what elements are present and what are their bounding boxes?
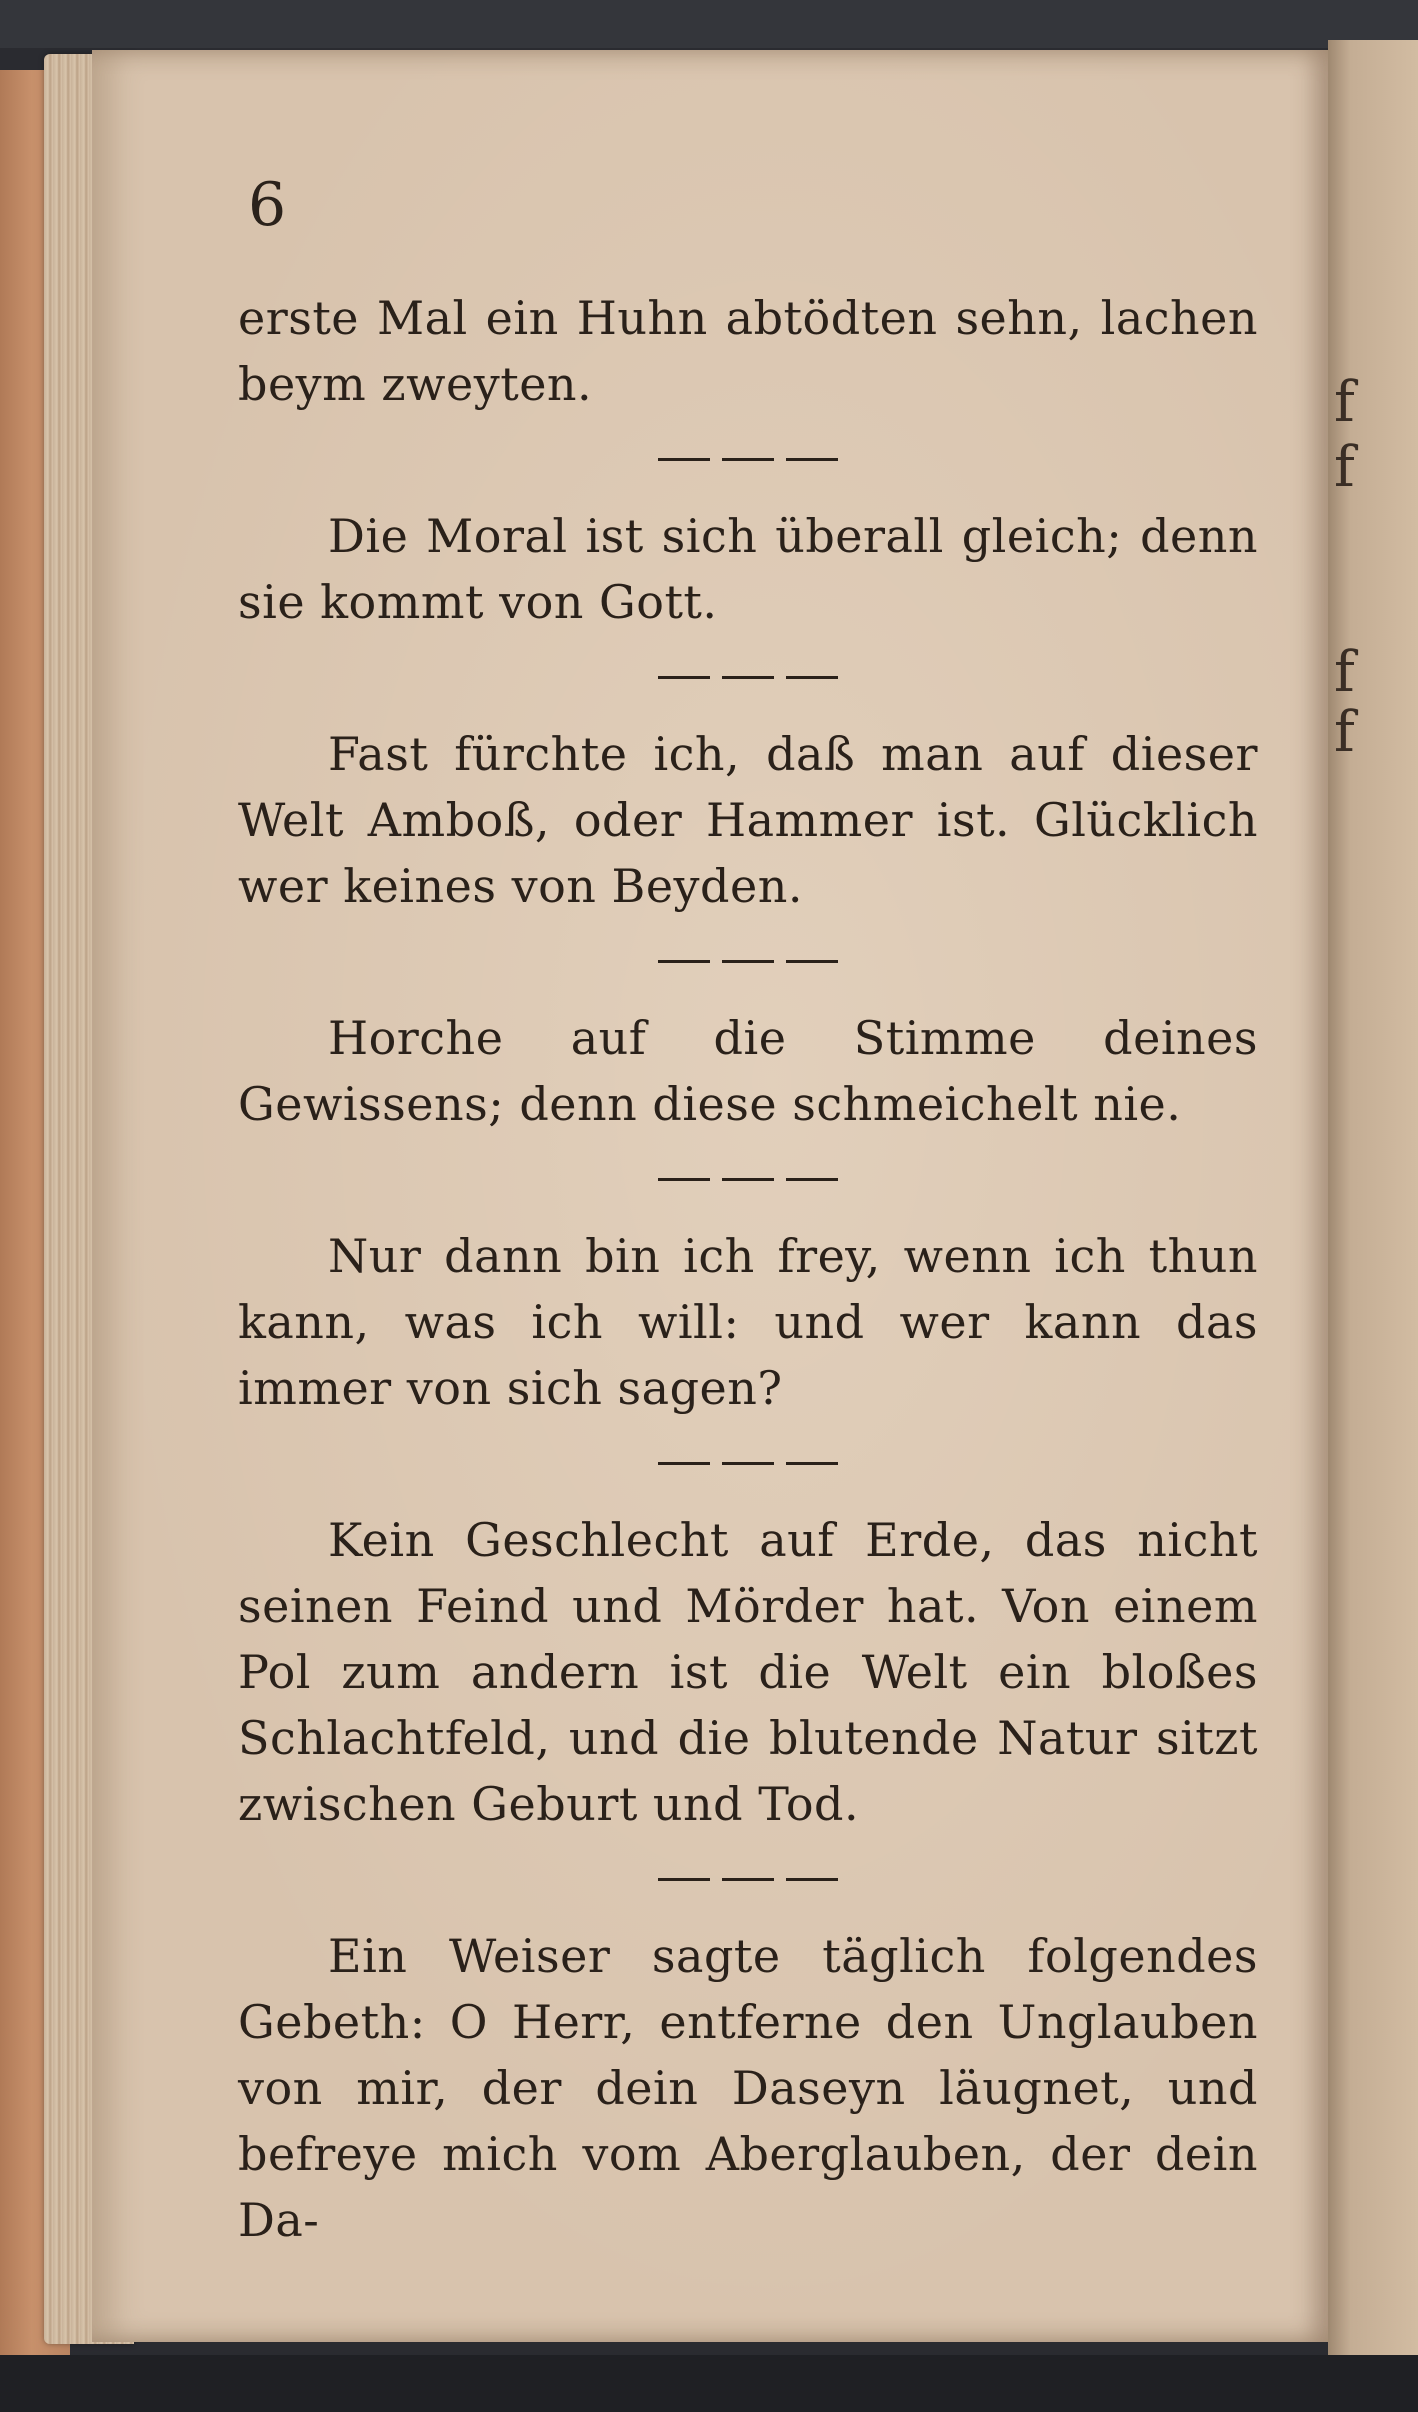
facing-page-edge (1328, 40, 1418, 2355)
paragraph: Nur dann bin ich frey, wenn ich thun kann, was ich will: und wer kann das immer von sich sagen? (238, 1229, 1258, 1415)
section-separator (658, 957, 838, 965)
paragraph: Fast fürchte ich, daß man auf dieser Welt Amboß, oder Hammer ist. Glücklich wer keines von Beyden. (238, 727, 1258, 913)
section-separator (658, 1875, 838, 1883)
facing-page-fragment: f (1334, 435, 1355, 500)
section-separator (658, 673, 838, 681)
section-separator (658, 455, 838, 463)
paragraph: erste Mal ein Huhn abtödten sehn, lachen beym zweyten. (238, 291, 1258, 411)
page-number: 6 (248, 170, 287, 240)
paragraph: Kein Geschlecht auf Erde, das nicht seinen Feind und Mörder hat. Von einem Pol zum andern ist die Welt ein bloßes Schlachtfeld, und die blutende Natur sitzt zwischen Geburt und Tod. (238, 1513, 1258, 1831)
section-separator (658, 1459, 838, 1467)
scan-background-top (0, 0, 1418, 48)
page-text (238, 285, 1258, 2253)
paragraph: Ein Weiser sagte täglich folgendes Gebeth: O Herr, entferne den Unglauben von mir, der dein Daseyn läugnet, und befreye mich vom Aberglauben, der dein Da- (238, 1929, 1258, 2247)
facing-page-fragment: f (1334, 640, 1355, 705)
facing-page-fragment: f (1334, 700, 1355, 765)
section-separator (658, 1175, 838, 1183)
paragraph: Die Moral ist sich überall gleich; denn sie kommt von Gott. (238, 509, 1258, 629)
scan-background-bottom (0, 2355, 1418, 2412)
paragraph: Horche auf die Stimme deines Gewissens; denn diese schmeichelt nie. (238, 1011, 1258, 1131)
facing-page-fragment: f (1334, 370, 1355, 435)
